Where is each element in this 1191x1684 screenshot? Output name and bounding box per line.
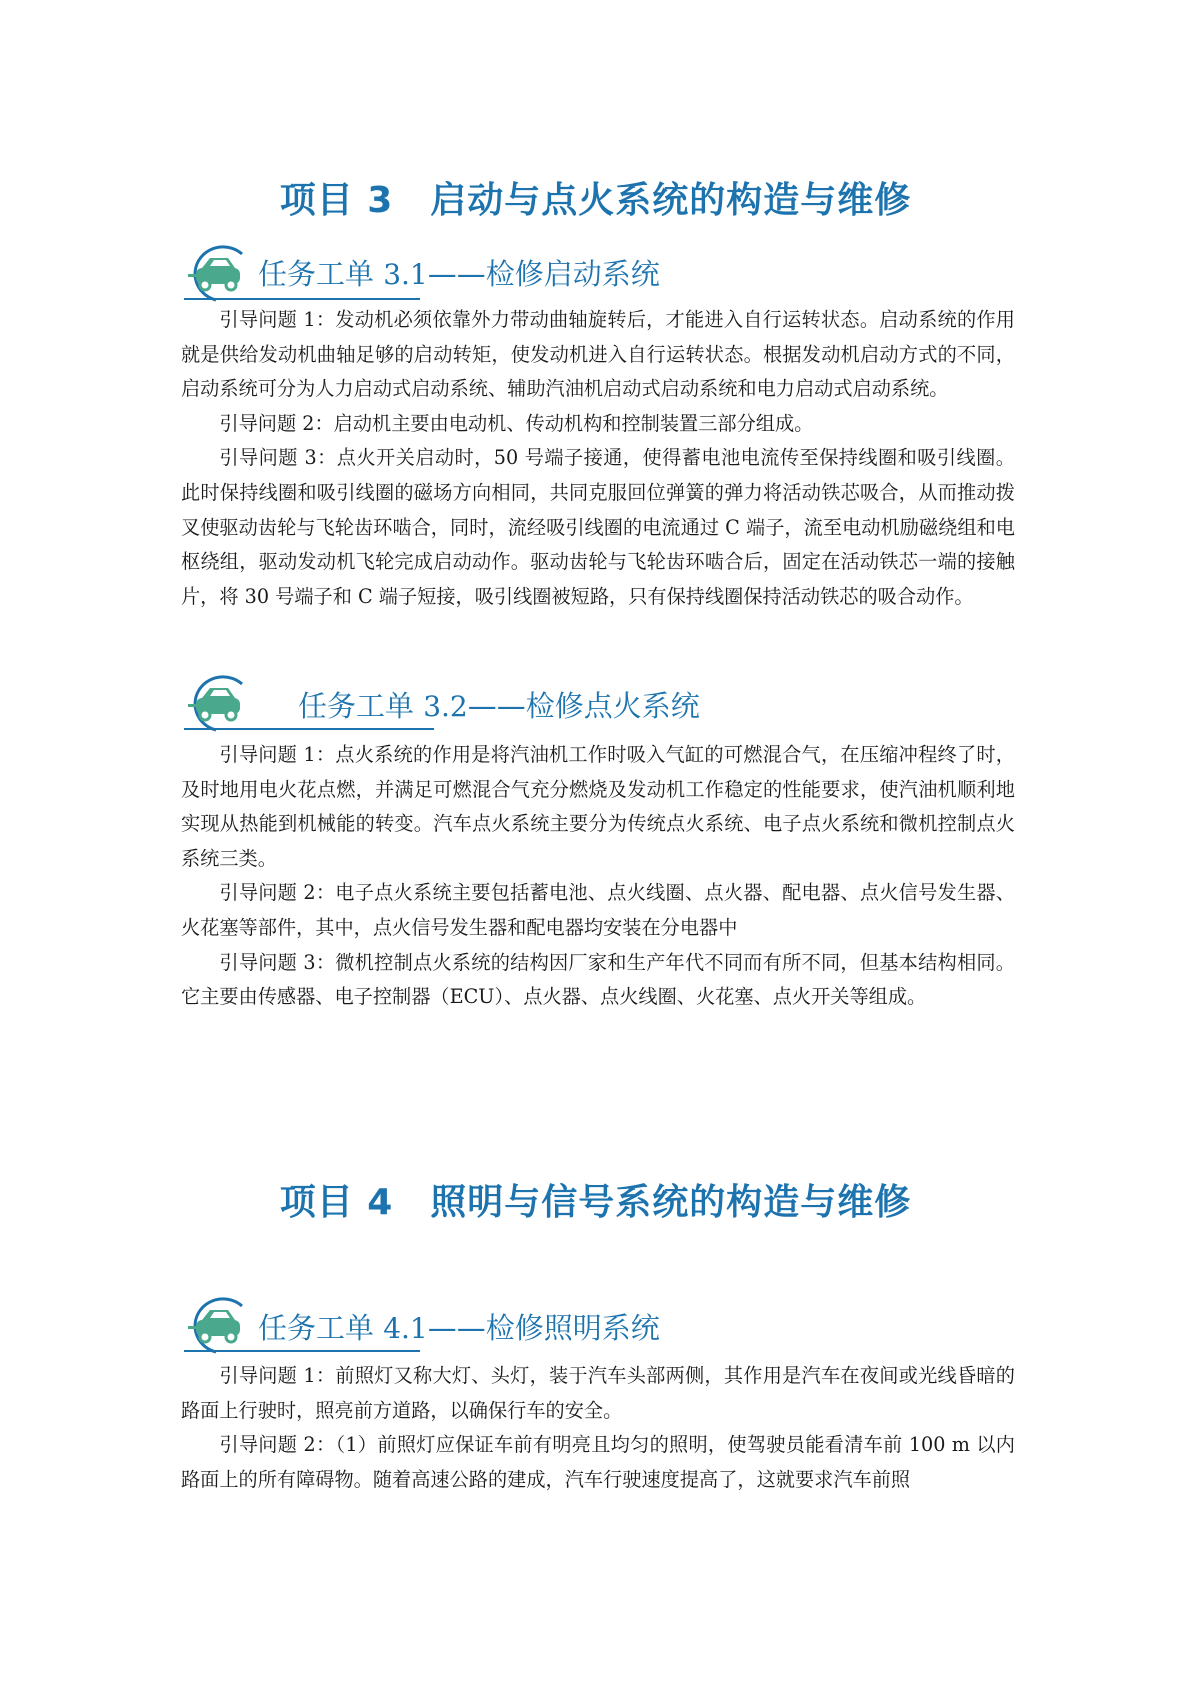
guide-question: 引导问题 3：点火开关启动时，50 号端子接通，使得蓄电池电流传至保持线圈和吸引线圈。此时保持线圈和吸引线圈的磁场方向相同，共同克服回位弹簧的弹力将活动铁芯吸合，从而推动拨叉使驱动齿轮与飞轮齿环啮合，同时，流经吸引线圈的电流通过 C 端子，流至电动机励磁绕组和电枢绕组，驱动发动机飞轮完成启动动作。驱动齿轮与飞轮齿环啮合后，固定在活动铁芯一端的接触片，将 30 号端子和 C 端子短接，吸引线圈被短路，只有保持线圈保持活动铁芯的吸合动作。: [181, 446, 1015, 608]
task-underline: [184, 1350, 420, 1352]
guide-question: 引导问题 2：电子点火系统主要包括蓄电池、点火线圈、点火器、配电器、点火信号发生器、火花塞等部件，其中，点火信号发生器和配电器均安装在分电器中: [181, 881, 1015, 939]
task-header: [180, 674, 900, 736]
task-title: 任务工单 4.1——检修照明系统: [258, 1311, 660, 1345]
task-body: [181, 1359, 1015, 1497]
guide-question: 引导问题 2：启动机主要由电动机、传动机构和控制装置三部分组成。: [219, 411, 814, 435]
task-header: [180, 244, 900, 306]
task-header: [180, 1296, 900, 1358]
task-body: [181, 738, 1015, 1015]
car-badge-icon: [180, 244, 258, 306]
guide-question: 引导问题 1：前照灯又称大灯、头灯，装于汽车头部两侧，其作用是汽车在夜间或光线昏暗的路面上行驶时，照亮前方道路，以确保行车的安全。: [181, 1364, 1015, 1422]
task-body: [181, 303, 1015, 614]
guide-question: 引导问题 3：微机控制点火系统的结构因厂家和生产年代不同而有所不同，但基本结构相同。它主要由传感器、电子控制器（ECU）、点火器、点火线圈、火花塞、点火开关等组成。: [181, 950, 1015, 1009]
guide-question: 引导问题 1：点火系统的作用是将汽油机工作时吸入气缸的可燃混合气，在压缩冲程终了时，及时地用电火花点燃，并满足可燃混合气充分燃烧及发动机工作稳定的性能要求，使汽油机顺利地实现从热能到机械能的转变。汽车点火系统主要分为传统点火系统、电子点火系统和微机控制点火系统三类。: [181, 743, 1015, 870]
guide-question: 引导问题 1：发动机必须依靠外力带动曲轴旋转后，才能进入自行运转状态。启动系统的作用就是供给发动机曲轴足够的启动转矩，使发动机进入自行运转状态。根据发动机启动方式的不同，启动系统可分为人力启动式启动系统、辅助汽油机启动式启动系统和电力启动式启动系统。: [181, 308, 1015, 401]
task-title: 任务工单 3.1——检修启动系统: [258, 257, 660, 291]
project-title: 项目 3 启动与点火系统的构造与维修: [279, 180, 912, 221]
task-title: 任务工单 3.2——检修点火系统: [298, 689, 700, 723]
car-badge-icon: [180, 674, 258, 736]
task-underline: [184, 298, 420, 300]
car-badge-icon: [180, 1296, 258, 1358]
project-title: 项目 4 照明与信号系统的构造与维修: [279, 1182, 912, 1223]
guide-question: 引导问题 2：（1）前照灯应保证车前有明亮且均匀的照明，使驾驶员能看清车前 100 m 以内路面上的所有障碍物。随着高速公路的建成，汽车行驶速度提高了，这就要求汽车前照: [181, 1433, 1015, 1491]
task-underline: [184, 728, 434, 730]
